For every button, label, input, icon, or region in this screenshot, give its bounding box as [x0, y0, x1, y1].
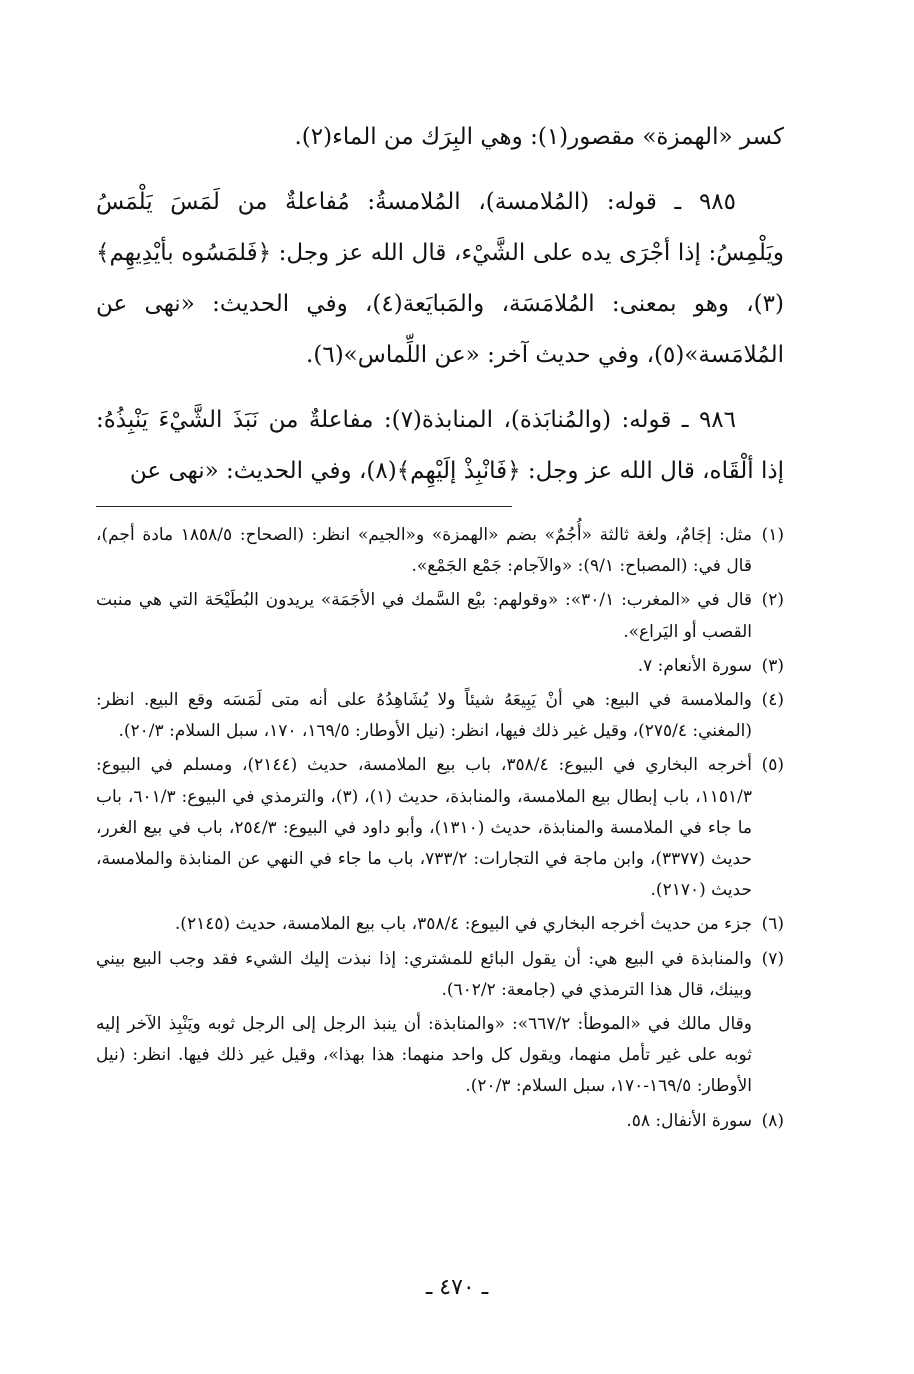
footnote — [96, 585, 784, 647]
footnote-number: (٣) — [761, 655, 784, 676]
footnote-text: جزء من حديث أخرجه البخاري في البيوع: ٣٥٨/٤، باب بيع الملامسة، حديث (٢١٤٥). — [174, 914, 752, 935]
paragraph-985: ٩٨٥ ـ قوله: (المُلامسة)، المُلامسةُ: مُفاعلةٌ من لَمَسَ يَلْمَسُ ويَلْمِسُ: إذا أجْرَى يده على الشَّيْء، قال الله عز وجل: ﴿فَلمَسُوه بأيْدِيهِم﴾(٣)، وهو بمعنى: المُلامَسَة، والمَبايَعة(٤)، وفي الحديث: «نهى عن المُلامَسة»(٥)، وفي حديث آخر: «عن اللِّماس»(٦). — [96, 189, 784, 368]
footnote-text: سورة الأنفال: ٥٨. — [626, 1110, 752, 1131]
footnote — [96, 944, 784, 1006]
paragraph-986: ٩٨٦ ـ قوله: (والمُنابَذة)، المنابذة(٧): مفاعلةٌ من نَبَذَ الشَّيْءَ يَنْبِذُهُ: إذا ألْقَاه، قال الله عز وجل: ﴿فَانْبِذْ إلَيْهِم﴾(٨)، وفي الحديث: «نهى عن — [96, 407, 784, 484]
footnote — [96, 685, 784, 747]
footnotes — [96, 520, 784, 1140]
footnote — [96, 651, 784, 682]
footnote-text: والمنابذة في البيع هي: أن يقول البائع للمشتري: إذا نبذت إليك الشيء فقد وجب البيع بيني وبينك، قال هذا الترمذي في (جامعة: ٦٠٢/٢). — [96, 948, 752, 1000]
footnote-number: (٥) — [761, 755, 784, 776]
footnote-number: (٨) — [761, 1110, 784, 1131]
footnote — [96, 909, 784, 940]
footnote-number: (٢) — [761, 590, 784, 611]
footnote — [96, 1106, 784, 1137]
page-number: ـ ٤٧٠ ـ — [425, 1275, 489, 1300]
footnote-text: مثل: إجَامٌ، ولغة ثالثة «أُجُمٌ» بضم «الهمزة» و«الجيم» انظر: (الصحاح: ١٨٥٨/٥ مادة أجم)، قال في: (المصباح: ٩/١): «والآجام: جَمْع الجَمْع». — [96, 525, 752, 577]
footnote-number: (٧) — [761, 948, 784, 969]
footnote-text: سورة الأنعام: ٧. — [637, 655, 752, 676]
main-text — [96, 112, 784, 511]
footnote — [96, 520, 784, 582]
footnote-number: (١) — [761, 525, 784, 545]
footnote-text: أخرجه البخاري في البيوع: ٣٥٨/٤، باب بيع الملامسة، حديث (٢١٤٤)، ومسلم في البيوع: ١١٥١/٣، باب إبطال بيع الملامسة، والمنابذة، حديث (١)، (٣)، والترمذي في البيوع: ٦٠١/٣، باب ما جاء في الملامسة والمنابذة، حديث (١٣١٠)، وأبو داود في البيوع: ٢٥٤/٣، باب في بيع الغرر، حديث (٣٣٧٧)، وابن ماجة في التجارات: ٧٣٣/٢، باب ما جاء في النهي عن المنابذة والملامسة، حديث (٢١٧٠). — [96, 755, 752, 901]
footnote-continuation: وقال مالك في «الموطأ: ٦٦٧/٢»: «والمنابذة: أن ينبذ الرجل إلى الرجل ثوبه ويَنْبِذ الآخر إليه ثوبه على غير تأمل منهما، ويقول كل واحد منهما: هذا بهذا»، وقيل غير ذلك فيها. انظر: (نيل الأوطار: ١٦٩/٥-١٧٠، سبل السلام: ٢٠/٣). — [96, 1014, 752, 1097]
paragraph-1: كسر «الهمزة» مقصور(١): وهي البِرَك من الماء(٢). — [294, 124, 784, 150]
footnote-number: (٤) — [761, 690, 784, 711]
footnote-text: قال في «المغرب: ٣٠/١»: «وقولهم: بيْع السَّمك في الأجَمَة» يريدون البُطَيْحَة التي هي منبت القصب أو اليَراع». — [96, 590, 753, 642]
footnote-separator — [96, 506, 512, 507]
footnote-text: والملامسة في البيع: هي أنْ يَبِيعَهُ شيئاً ولا يُشَاهِدُهُ على أنه متى لَمَسَه وقع البيع. انظر: (المغني: ٢٧٥/٤)، وقيل غير ذلك فيها، انظر: (نيل الأوطار: ١٦٩/٥، ١٧٠، سبل السلام: ٢٠/٣). — [96, 690, 752, 742]
footnote-number: (٦) — [761, 914, 784, 935]
footnote — [96, 750, 784, 906]
